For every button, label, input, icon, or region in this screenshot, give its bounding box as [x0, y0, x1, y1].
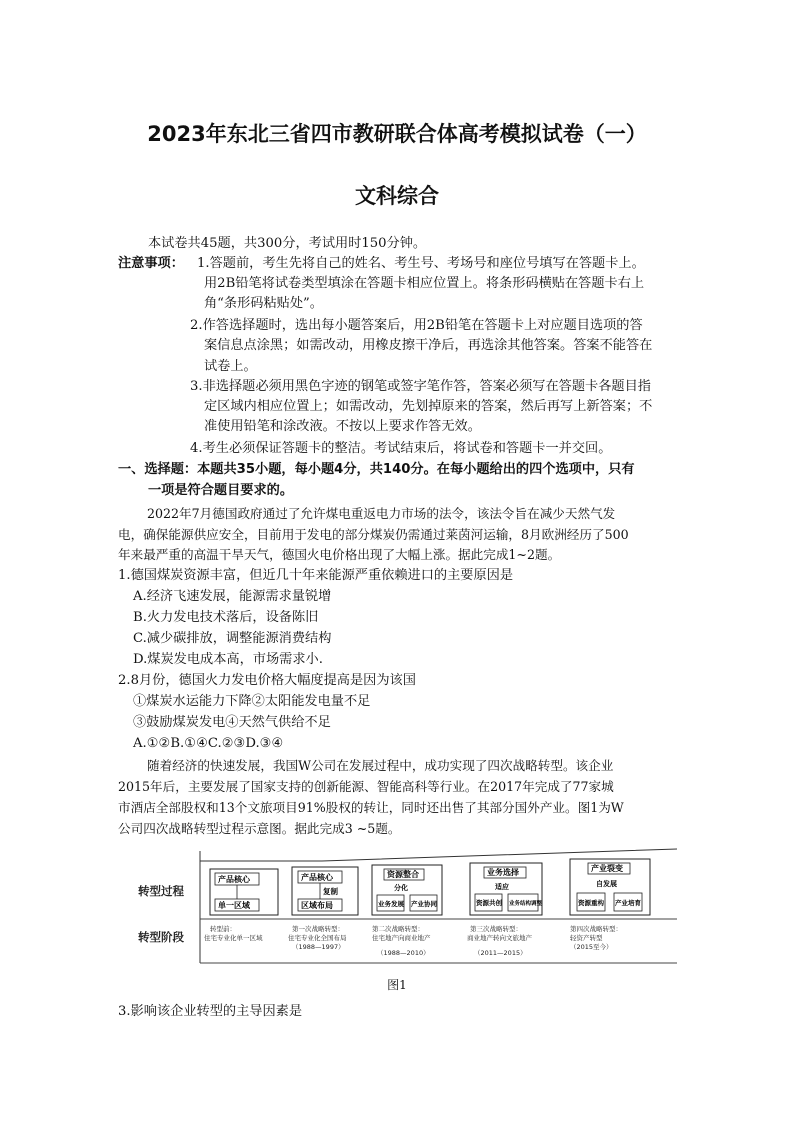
notice-line: 3.非选择题必须用黑色字迹的钢笔或签字笔作答，答案必须写在答题卡各题目指	[190, 379, 651, 394]
stage-phase: 第三次战略转型：	[470, 925, 522, 933]
stage-mid-label: 分化	[394, 884, 408, 892]
question-stem: 2.8月份，德国火力发电价格大幅度提高是因为该国	[118, 673, 416, 688]
notice-line: 4.考生必须保证答题卡的整洁。考试结束后，将试卷和答题卡一并交回。	[190, 441, 612, 456]
stage-years: （1988—2010）	[377, 949, 430, 957]
stage-mid-label: 复制	[323, 887, 338, 896]
question-item: ③鼓励煤炭发电④天然气供给不足	[133, 715, 331, 730]
stage-box	[210, 869, 278, 915]
question-stem: 1.德国煤炭资源丰富，但近几十年来能源严重依赖进口的主要原因是	[118, 568, 514, 583]
notice-line: 案信息点涂黑；如需改动，用橡皮擦干净后，再选涂其他答案。答案不能答在	[204, 338, 653, 353]
passage-line: 随着经济的快速发展，我国W公司在发展过程中，成功实现了四次战略转型。该企业	[147, 758, 614, 773]
option: B.火力发电技术落后，设备陈旧	[133, 610, 319, 625]
stage-phase: 第四次战略转型：	[570, 925, 622, 933]
stage-sub-left: 业务发展	[378, 900, 404, 908]
stage-desc: 住宅专业化单一区域	[204, 934, 263, 942]
row-label-process: 转型过程	[138, 884, 184, 898]
stage-sub-right: 产业培育	[615, 899, 641, 907]
stage-phase: 第一次战略转型：	[292, 925, 344, 933]
exam-subject: 文科综合	[355, 184, 439, 208]
passage-line: 市酒店全部股权和13个文旅项目91%股权的转让，同时还出售了其部分国外产业。图1为W	[118, 800, 624, 815]
stage-top-label: 产品核心	[218, 875, 250, 884]
stage-mid-label: 自发展	[596, 880, 617, 888]
option: A.①②B.①④C.②③D.③④	[133, 736, 284, 751]
question-3-stem: 3.影响该企业转型的主导因素是	[118, 1004, 303, 1019]
notice-label: 注意事项：	[118, 256, 184, 271]
question-item: ①煤炭水运能力下降②太阳能发电量不足	[133, 694, 371, 709]
stage-bottom-label: 单一区域	[218, 901, 250, 910]
exam-title: 2023年东北三省四市教研联合体高考模拟试卷（一）	[147, 122, 647, 146]
passage-line: 年来最严重的高温干旱天气，德国火电价格出现了大幅上涨。据此完成1~2题。	[118, 547, 561, 562]
stage-sub-right: 业务结构调整	[509, 901, 543, 907]
stage-box	[372, 865, 442, 915]
notice-line: 2.作答选择题时，选出每小题答案后，用2B铅笔在答题卡上对应题目选项的答	[190, 318, 643, 333]
stage-years: （1988—1997）	[292, 943, 345, 951]
strategy-transformation-figure	[122, 845, 682, 970]
stage-desc: 住宅专业化全国布局	[288, 934, 347, 942]
notice-line: 用2B铅笔将试卷类型填涂在答题卡相应位置上。将条形码横贴在答题卡右上	[204, 276, 645, 291]
passage-line: 公司四次战略转型过程示意图。据此完成3 ~5题。	[118, 821, 401, 836]
option: C.减少碳排放，调整能源消费结构	[133, 631, 332, 646]
exam-intro: 本试卷共45题，共300分，考试用时150分钟。	[148, 236, 427, 251]
notice-line: 1.答题前，考生先将自己的姓名、考生号、考场号和座位号填写在答题卡上。	[197, 256, 645, 271]
section-heading: 一项是符合题目要求的。	[148, 483, 294, 498]
stage-desc: 商业地产转向文旅地产	[467, 934, 532, 942]
stage-desc: 轻资产转型	[570, 934, 603, 942]
notice-line: 试卷上。	[204, 359, 257, 374]
figure-caption: 图1	[387, 978, 407, 992]
stage-top-label: 资源整合	[387, 870, 419, 879]
passage-line: 2015年后，主要发展了国家支持的创新能源、智能高科等行业。在2017年完成了77家城	[118, 779, 614, 794]
stage-years: （2011—2015）	[474, 949, 527, 957]
stage-box	[292, 867, 358, 915]
stage-sub-left: 资源共创	[476, 899, 502, 907]
stage-box	[570, 859, 650, 915]
option: D.煤炭发电成本高，市场需求小.	[133, 652, 323, 667]
option: A.经济飞速发展，能源需求量锐增	[133, 589, 332, 604]
section-heading: 一、选择题：本题共35小题，每小题4分，共140分。在每小题给出的四个选项中，只有	[118, 462, 635, 477]
notice-line: 定区域内相应位置上；如需改动，先划掉原来的答案，然后再写上新答案；不	[204, 399, 653, 414]
stage-top-label: 业务选择	[487, 868, 519, 877]
stage-mid-label: 适应	[495, 883, 509, 891]
stage-phase: 第二次战略转型：	[372, 925, 424, 933]
notice-line: 角“条形码粘贴处”。	[204, 296, 323, 311]
row-label-stage: 转型阶段	[138, 930, 184, 944]
stage-phase: 转型前：	[210, 925, 236, 933]
passage-line: 2022年7月德国政府通过了允许煤电重返电力市场的法令，该法令旨在减少天然气发	[147, 506, 616, 521]
notice-line: 准使用铅笔和涂改液。不按以上要求作答无效。	[204, 419, 481, 434]
stage-bottom-label: 区域布局	[301, 901, 333, 910]
stage-years: （2015至今）	[570, 943, 613, 951]
stage-top-label: 产业裂变	[591, 864, 623, 873]
stage-box	[470, 863, 543, 915]
passage-line: 电，确保能源供应安全，目前用于发电的部分煤炭仍需通过莱茵河运输，8月欧洲经历了500	[118, 527, 629, 542]
stage-desc: 住宅地产向商业地产	[372, 934, 431, 942]
stage-sub-right: 产业协同	[411, 900, 437, 908]
stage-sub-left: 资源重构	[578, 899, 604, 907]
stage-top-label: 产品核心	[301, 873, 333, 882]
